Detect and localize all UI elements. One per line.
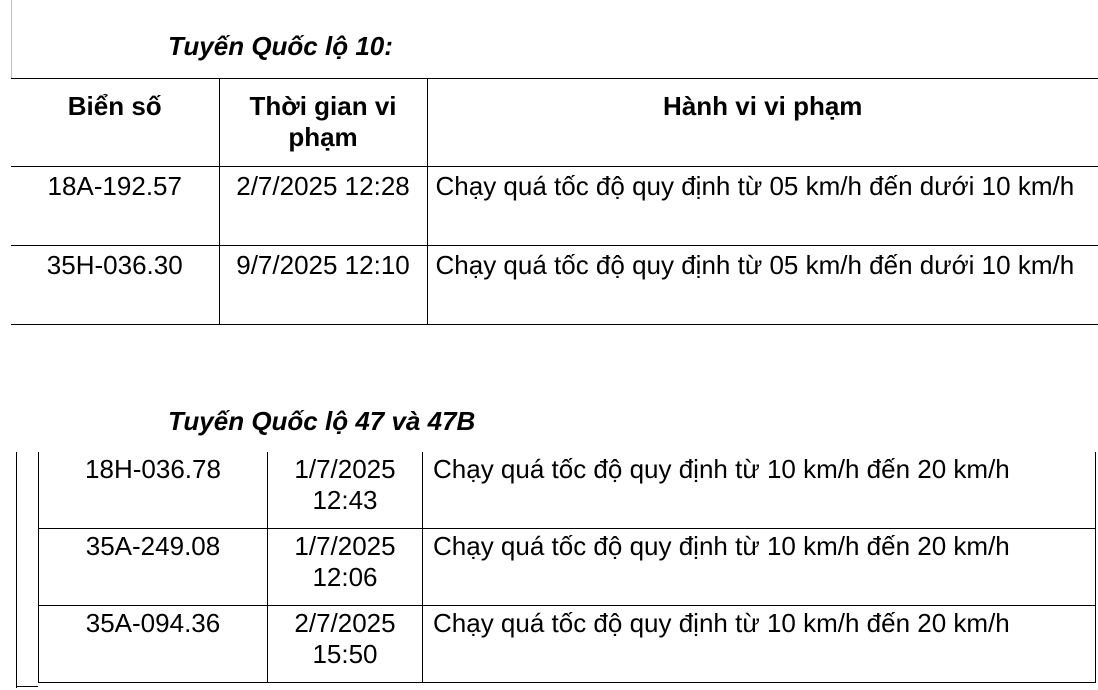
- plate-cell: 35A-249.08: [39, 529, 268, 606]
- time-cell: 2/7/2025 12:28: [219, 167, 427, 246]
- plate-cell: 35H-036.30: [46, 250, 183, 280]
- table-outer-border-bottom: [16, 686, 38, 687]
- plate-cell: 35A-094.36: [39, 606, 268, 683]
- header-time: Thời gian vi phạm: [219, 79, 427, 167]
- violations-table-ql47: [38, 452, 1096, 683]
- header-plate: Biển số: [67, 91, 162, 121]
- page-margin-rule: [11, 0, 12, 78]
- violation-cell: Chạy quá tốc độ quy định từ 05 km/h đến dưới 10 km/h: [427, 167, 1098, 246]
- violation-cell: Chạy quá tốc độ quy định từ 10 km/h đến 20 km/h: [423, 606, 1096, 683]
- time-cell: 1/7/2025 12:43: [268, 452, 423, 529]
- violation-cell: Chạy quá tốc độ quy định từ 10 km/h đến 20 km/h: [423, 452, 1096, 529]
- time-cell: 1/7/2025 12:06: [268, 529, 423, 606]
- table-row: [11, 246, 1098, 325]
- plate-cell: 18H-036.78: [39, 452, 268, 529]
- section-heading-ql47: Tuyến Quốc lộ 47 và 47B: [168, 406, 476, 436]
- violations-table-ql10: [11, 78, 1098, 325]
- plate-cell: 18A-192.57: [47, 171, 182, 201]
- table-row: [11, 167, 1098, 246]
- violation-cell: Chạy quá tốc độ quy định từ 05 km/h đến dưới 10 km/h: [427, 246, 1098, 325]
- section-heading-ql10: Tuyến Quốc lộ 10:: [168, 31, 393, 61]
- time-cell: 9/7/2025 12:10: [219, 246, 427, 325]
- table-header-row: [11, 79, 1098, 167]
- table-row: [39, 529, 1096, 606]
- table-outer-border: [16, 452, 17, 688]
- violation-cell: Chạy quá tốc độ quy định từ 10 km/h đến 20 km/h: [423, 529, 1096, 606]
- time-cell: 2/7/2025 15:50: [268, 606, 423, 683]
- table-row: [39, 452, 1096, 529]
- table-row: [39, 606, 1096, 683]
- header-violation: Hành vi vi phạm: [427, 79, 1098, 167]
